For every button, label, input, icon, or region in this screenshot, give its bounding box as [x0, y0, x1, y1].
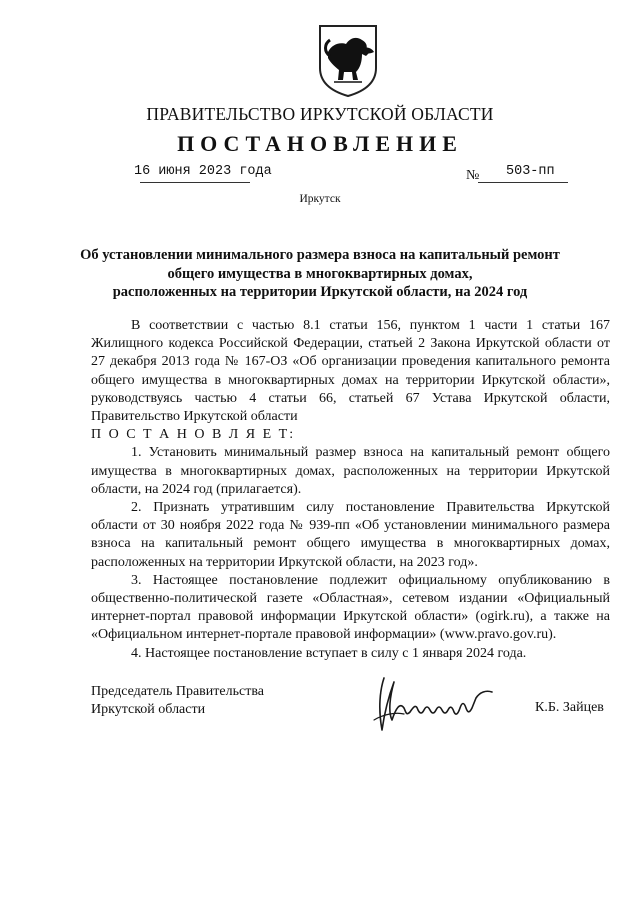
document-title: [80, 246, 560, 302]
clause-paragraph: 2. Признать утратившим силу постановление Правительства Иркутской области от 30 ноября 2022 года № 939-пп «Об установлении минимального размера взноса на капитальный ремонт общего имущества в многоквартирных домах, расположенных на территории Иркутской области, на 2023 год».: [91, 500, 610, 570]
number-sign: №: [466, 168, 480, 183]
title-line: Об установлении минимального размера взноса на капитальный ремонт: [80, 247, 560, 263]
clause-paragraph: 4. Настоящее постановление вступает в силу с 1 января 2024 года.: [131, 645, 527, 661]
resolves-heading: П О С Т А Н О В Л Я Е Т:: [91, 427, 296, 443]
position-line: Иркутской области: [91, 702, 206, 717]
document-date: 16 июня 2023 года: [134, 164, 272, 179]
document-body: [91, 317, 610, 663]
position-line: Председатель Правительства: [91, 684, 264, 699]
handwritten-signature-icon: [370, 668, 500, 740]
city-name: Иркутск: [299, 193, 341, 205]
preamble-paragraph: В соответствии с частью 8.1 статьи 156, пунктом 1 части 1 статьи 167 Жилищного кодекса Российской Федерации, статьей 2 Закона Иркутской области от 27 декабря 2013 года № 167-ОЗ «Об организации проведения капитального ремонта общего имущества в многоквартирных домах на территории Иркутской области», руководствуясь частью 4 статьи 66, статьей 67 Устава Иркутской области, Правительство Иркутской области: [91, 318, 610, 425]
irkutsk-coat-of-arms-icon: [316, 22, 380, 98]
clause-paragraph: 1. Установить минимальный размер взноса на капитальный ремонт общего имущества в многоквартирных домах, расположенных на территории Иркутской области, на 2024 год (прилагается).: [91, 445, 610, 497]
number-underline: [478, 182, 568, 183]
signatory-name: К.Б. Зайцев: [535, 700, 604, 715]
title-line: общего имущества в многоквартирных домах,: [167, 265, 473, 282]
document-type: ПОСТАНОВЛЕНИЕ: [177, 131, 463, 156]
clause-paragraph: 3. Настоящее постановление подлежит официальному опубликованию в общественно-политической газете «Областная», сетевом издании «Официальный интернет-портал правовой информации Иркутской области» (ogirk.ru), а также на «Официальном интернет-портале правовой информации» (www.pravo.gov.ru).: [91, 572, 610, 643]
title-line: расположенных на территории Иркутской области, на 2024 год: [112, 284, 528, 300]
document-number: 503-пп: [506, 164, 555, 179]
date-underline: [140, 182, 250, 183]
government-name: ПРАВИТЕЛЬСТВО ИРКУТСКОЙ ОБЛАСТИ: [146, 104, 494, 124]
signatory-position: [91, 683, 264, 719]
